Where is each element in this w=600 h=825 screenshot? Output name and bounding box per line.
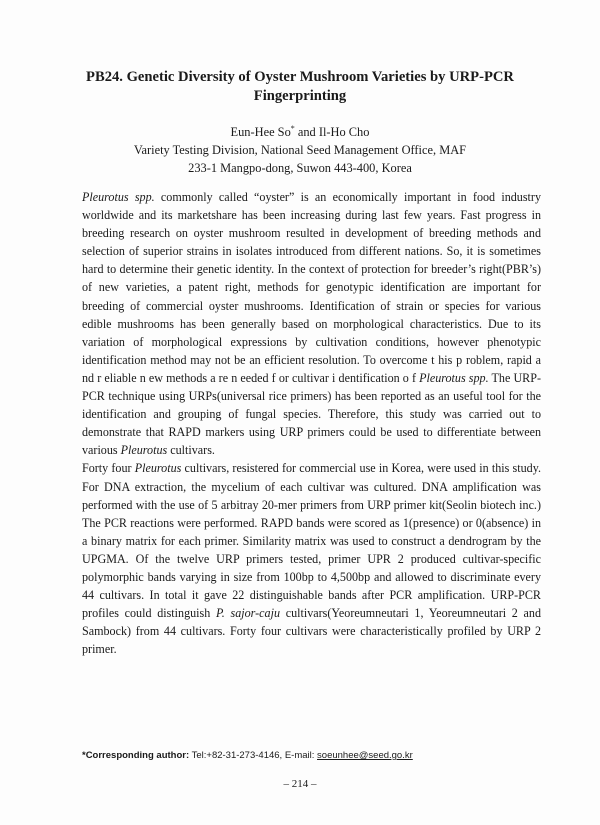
paper-title bbox=[80, 68, 520, 106]
genus-term: Pleurotus bbox=[120, 443, 168, 458]
author-first: Eun-Hee So bbox=[230, 125, 291, 140]
paragraph-text: Forty four bbox=[82, 461, 135, 476]
paragraph-1 bbox=[82, 188, 541, 459]
corresponding-mark: * bbox=[290, 124, 295, 133]
paragraph-text: cultivars. bbox=[167, 443, 215, 458]
affiliation: Variety Testing Division, National Seed Management Office, MAF bbox=[133, 143, 467, 158]
genus-term: Pleurotus bbox=[134, 461, 182, 476]
page-number: – 214 – bbox=[283, 778, 317, 790]
author-second: and Il-Ho Cho bbox=[294, 125, 370, 140]
footnote-contact: Tel:+82-31-273-4146, E-mail: bbox=[189, 750, 318, 761]
author-names bbox=[0, 120, 600, 141]
title-line-1: PB24. Genetic Diversity of Oyster Mushroom Varieties by URP-PCR bbox=[86, 69, 514, 85]
paragraph-text: cultivars(Yeoreumneutari 1, Yeoreumneutari 2 and Sambock) from 44 cultivars. Forty four cultivars were characteristically profiled by URP 2 primer. bbox=[82, 606, 542, 657]
author-block bbox=[0, 120, 600, 177]
paragraph-2 bbox=[82, 459, 541, 658]
paragraph-text: The URP-PCR technique using URPs(universal rice primers) has been reported as an useful tool for the identification and grouping of fungal species. Therefore, this study was carried out to demonstrate that RAPD markers using URP primers could be used to differentiate between various bbox=[82, 370, 541, 458]
address: 233-1 Mangpo-dong, Suwon 443-400, Korea bbox=[188, 161, 412, 176]
paragraph-text: commonly called “oyster” is an economically important in food industry worldwide and its marketshare has been increasing during last few years. Fast progress in breeding research on oyster mushroom resulted in development of breeding methods and selection of superior strains in isolates introduced from different nations. So, it is sometimes hard to determine their genetic identity. In the context of protection for breeder’s right(PBR’s) of new varieties, a patent right, methods for genotypic identification are important for breeding of commercial oyster mushrooms. Identification of strain or species for various edible mushrooms has been generally based on morphological characteristics. Due to its variation of morphological expressions by cultivation conditions, however phenotypic identification method may not be an efficient resolution. To overcome t his p roblem, rapid a nd r eliable n ew methods a re n eeded f or cultivar i dentification o f bbox=[82, 190, 541, 385]
genus-term: Pleurotus spp. bbox=[82, 190, 155, 204]
abstract-body bbox=[82, 188, 541, 658]
email-link[interactable]: soeunhee@seed.go.kr bbox=[317, 750, 413, 761]
genus-term: Pleurotus spp. bbox=[419, 370, 489, 385]
footnote-label: *Corresponding author: bbox=[82, 750, 190, 761]
title-line-2: Fingerprinting bbox=[253, 88, 347, 104]
species-term: P. sajor-caju bbox=[215, 606, 281, 621]
paragraph-text: cultivars, resistered for commercial use in Korea, were used in this study. For DNA extraction, the mycelium of each cultivar was cultured. DNA amplification was performed with the use of 5 arbitray 20-mer primers from URP primer kit(Seolin biotech inc.) The PCR reactions were performed. RAPD bands were scored as 1(presence) or 0(absence) in a binary matrix for each primer. Similarity matrix was used to construct a dendrogram by the UPGMA. Of the twelve URP primers tested, primer UPR 2 produced cultivar-specific polymorphic bands varying in size from 100bp to 4,500bp and allowed to discriminate every 44 cultivars. In total it gave 22 distinguishable bands after PCR amplification. URP-PCR profiles could distinguish bbox=[82, 461, 541, 621]
corresponding-author-footnote bbox=[82, 750, 552, 762]
